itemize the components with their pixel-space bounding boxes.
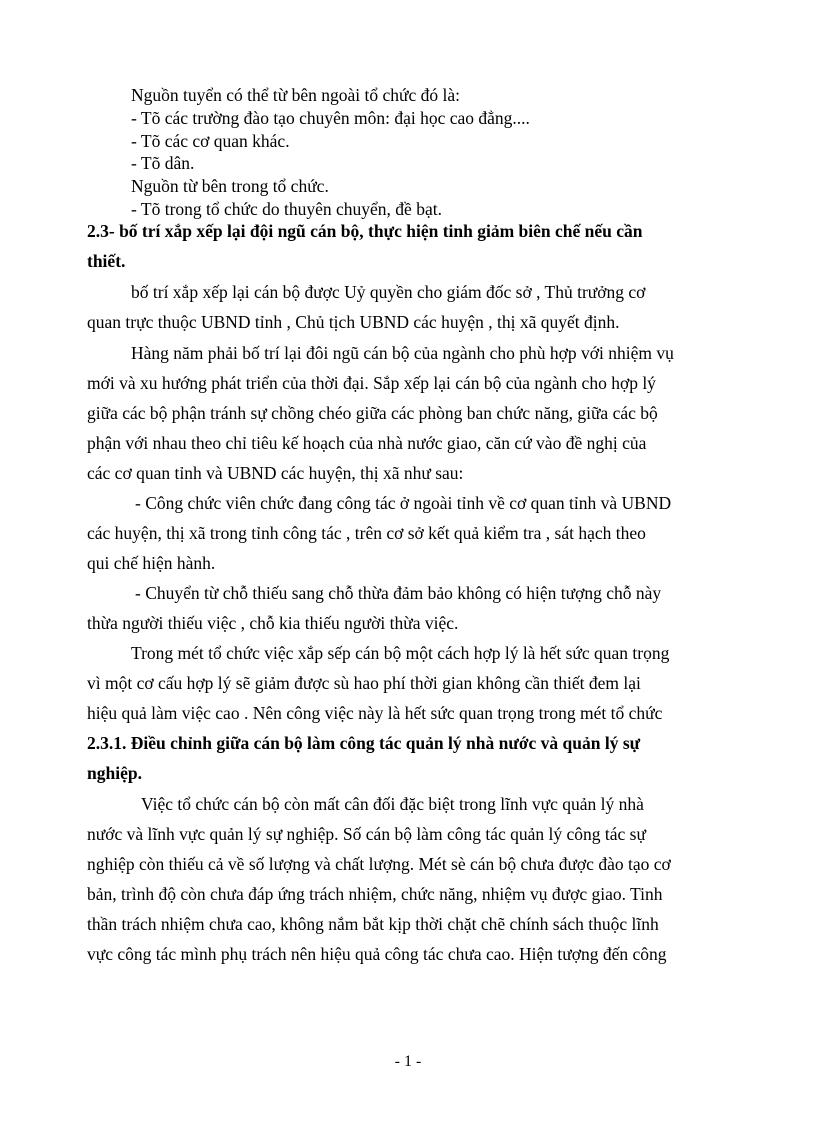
intro-bullet: - Tõ các trường đào tạo chuyên môn: đại học cao đẳng....	[131, 108, 530, 128]
paragraph-line: Hàng năm phải bố trí lại đôi ngũ cán bộ của ngành cho phù hợp với nhiệm vụ	[131, 343, 674, 363]
bullet-line: thừa người thiếu việc , chỗ kia thiếu người thừa việc.	[87, 613, 459, 633]
paragraph-line: bố trí xắp xếp lại cán bộ được Uỷ quyền cho giám đốc sở , Thủ trưởng cơ	[131, 282, 646, 302]
paragraph-line: nghiệp còn thiếu cả về số lượng và chất lượng. Mét sè cán bộ chưa được đào tạo cơ	[87, 854, 671, 874]
paragraph-line: bản, trình độ còn chưa đáp ứng trách nhiệm, chức năng, nhiệm vụ được giao. Tinh	[87, 884, 663, 904]
intro-bullet: - Tõ dân.	[131, 153, 195, 173]
intro-bullet: - Tõ trong tổ chức do thuyên chuyển, đề bạt.	[131, 199, 442, 219]
intro-line: Nguồn từ bên trong tổ chức.	[131, 176, 329, 196]
bullet-line: - Công chức viên chức đang công tác ở ngoài tỉnh về cơ quan tỉnh và UBND	[135, 493, 672, 513]
paragraph-line: Trong mét tổ chức việc xắp sếp cán bộ một cách hợp lý là hết sức quan trọng	[131, 643, 670, 663]
intro-line: Nguồn tuyển có thể từ bên ngoài tổ chức đó là:	[131, 85, 461, 105]
subsection-heading: nghiệp.	[87, 763, 142, 783]
bullet-line: - Chuyển từ chỗ thiếu sang chỗ thừa đảm bảo không có hiện tượng chỗ này	[135, 583, 662, 603]
paragraph-line: Việc tổ chức cán bộ còn mất cân đối đặc biệt trong lĩnh vực quản lý nhà	[141, 794, 644, 814]
paragraph-line: phận với nhau theo chỉ tiêu kế hoạch của nhà nước giao, căn cứ vào đề nghị của	[87, 433, 647, 453]
subsection-heading: 2.3.1. Điều chỉnh giữa cán bộ làm công tác quản lý nhà nước và quản lý sự	[87, 733, 641, 753]
intro-bullet: - Tõ các cơ quan khác.	[131, 131, 290, 151]
paragraph-line: thần trách nhiệm chưa cao, không nắm bắt kịp thời chặt chẽ chính sách thuộc lĩnh	[87, 914, 659, 934]
paragraph-line: mới và xu hướng phát triển của thời đại. Sắp xếp lại cán bộ của ngành cho hợp lý	[87, 373, 656, 393]
paragraph-line: vì một cơ cấu hợp lý sẽ giảm được sù hao phí thời gian không cần thiết đem lại	[87, 673, 641, 693]
paragraph-line: quan trực thuộc UBND tỉnh , Chủ tịch UBND các huyện , thị xã quyết định.	[87, 312, 620, 332]
section-heading: thiết.	[87, 251, 126, 271]
bullet-line: qui chế hiện hành.	[87, 553, 216, 573]
bullet-line: các huyện, thị xã trong tỉnh công tác , trên cơ sở kết quả kiểm tra , sát hạch theo	[87, 523, 646, 543]
paragraph-line: giữa các bộ phận tránh sự chồng chéo giữa các phòng ban chức năng, giữa các bộ	[87, 403, 658, 423]
paragraph-line: vực công tác mình phụ trách nên hiệu quả công tác chưa cao. Hiện tượng đến công	[87, 944, 667, 964]
paragraph-line: các cơ quan tỉnh và UBND các huyện, thị xã như sau:	[87, 463, 464, 483]
paragraph-line: nước và lĩnh vực quản lý sự nghiệp. Số cán bộ làm công tác quản lý công tác sự	[87, 824, 646, 844]
page-number: - 1 -	[394, 1053, 422, 1070]
paragraph-line: hiệu quả làm việc cao . Nên công việc này là hết sức quan trọng trong mét tổ chức	[87, 703, 663, 723]
section-heading: 2.3- bố trí xắp xếp lại đội ngũ cán bộ, thực hiện tinh giảm biên chế nếu cần	[87, 221, 643, 241]
